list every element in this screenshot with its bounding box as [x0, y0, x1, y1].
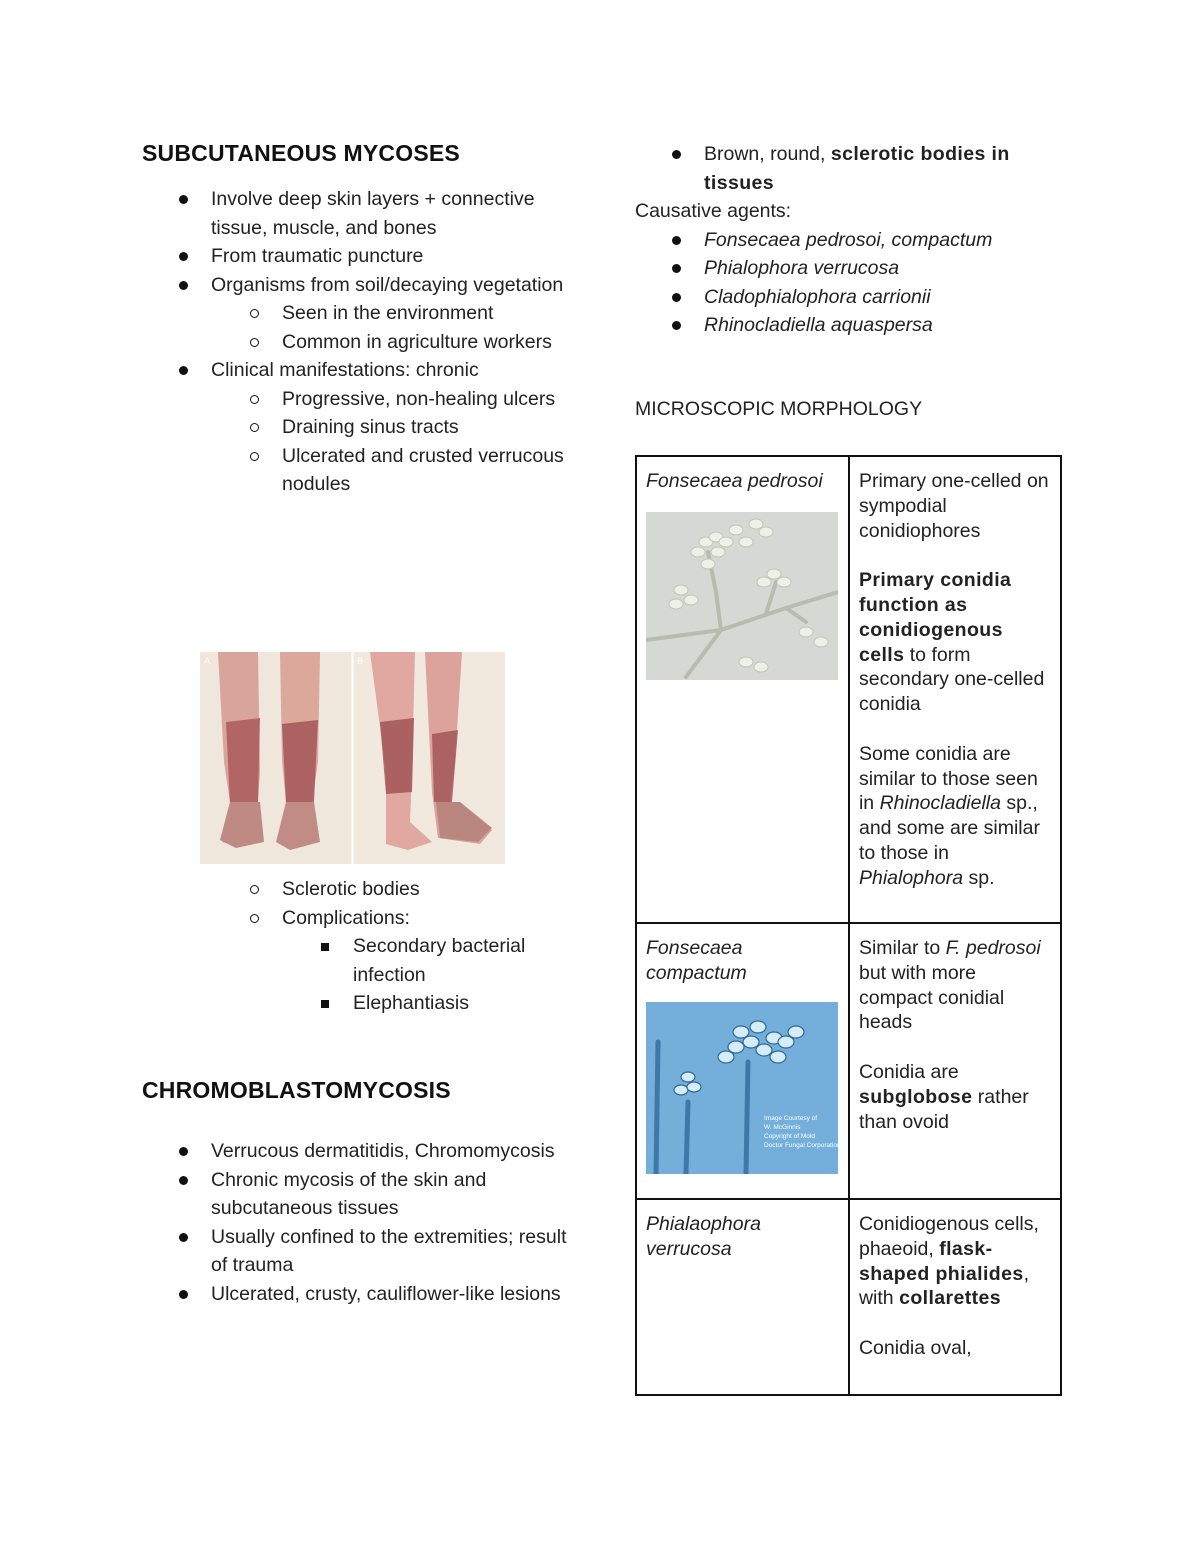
sub-sub-list-item: Elephantiasis: [142, 989, 582, 1018]
photo-label-a: A: [204, 656, 211, 666]
bullet-ring-icon: [250, 338, 259, 347]
table-cell-description: Similar to F. pedrosoi but with more compact conidial heads Conidia are subglobose rather than ovoid: [849, 923, 1061, 1199]
list-item: Rhinocladiella aquaspersa: [635, 311, 1065, 340]
list-item: Chronic mycosis of the skin and subcutaneous tissues: [142, 1166, 582, 1223]
bullet-dot-icon: [179, 1147, 188, 1156]
micrograph-fonsecaea-pedrosoi: [646, 512, 838, 680]
bullet-ring-icon: [250, 452, 259, 461]
morphology-title: MICROSCOPIC MORPHOLOGY: [635, 398, 923, 420]
bullet-ring-icon: [250, 914, 259, 923]
bullet-dot-icon: [179, 1290, 188, 1299]
morphology-table: [635, 455, 1062, 1396]
sub-sub-list-item: Secondary bacterial infection: [142, 932, 582, 989]
bullet-dot-icon: [179, 252, 188, 261]
micrograph-caption: Image Courtesy of W. McGinnis Copyright of Mold Doctor Fungal Corporation: [764, 1114, 838, 1149]
sub-list-item: Common in agriculture workers: [142, 328, 582, 357]
micrograph-fonsecaea-compactum: [646, 1002, 838, 1174]
bullet-ring-icon: [250, 423, 259, 432]
sub-list-item: Seen in the environment: [142, 299, 582, 328]
bullet-ring-icon: [250, 309, 259, 318]
bullet-dot-icon: [179, 1233, 188, 1242]
table-cell-name: [636, 1199, 849, 1395]
list-item: Fonsecaea pedrosoi, compactum: [635, 226, 1065, 255]
species-name: Phialaophora verrucosa: [646, 1213, 761, 1260]
sub-list-item: Complications:: [142, 904, 582, 933]
section-title-subcutaneous: SUBCUTANEOUS MYCOSES: [142, 140, 460, 166]
subcutaneous-list: [142, 185, 582, 499]
bullet-square-icon: [321, 1000, 329, 1008]
species-name: Fonsecaea pedrosoi: [646, 470, 823, 492]
bullet-dot-icon: [179, 1176, 188, 1185]
bullet-ring-icon: [250, 395, 259, 404]
list-item: Brown, round, sclerotic bodies in tissues: [635, 140, 1065, 197]
bullet-dot-icon: [672, 293, 681, 302]
list-item: Ulcerated, crusty, cauliflower-like lesions: [142, 1280, 582, 1309]
photo-label-b: B: [357, 656, 364, 666]
table-cell-description: Conidiogenous cells, phaeoid, flask-shaped phialides, with collarettes Conidia oval,: [849, 1199, 1061, 1395]
sub-list-item: Sclerotic bodies: [142, 875, 582, 904]
table-row: [636, 923, 1061, 1199]
bullet-dot-icon: [179, 366, 188, 375]
section-title-chromoblastomycosis: CHROMOBLASTOMYCOSIS: [142, 1077, 451, 1103]
sub-list-item: Draining sinus tracts: [142, 413, 582, 442]
bullet-dot-icon: [179, 195, 188, 204]
bullet-square-icon: [321, 943, 329, 951]
list-item: Phialophora verrucosa: [635, 254, 1065, 283]
table-row: [636, 456, 1061, 923]
list-item: Involve deep skin layers + connective tissue, muscle, and bones: [142, 185, 582, 242]
sub-list-item: Progressive, non-healing ulcers: [142, 385, 582, 414]
agents-label: Causative agents:: [635, 200, 792, 222]
table-cell-name: [636, 923, 849, 1199]
bullet-dot-icon: [672, 236, 681, 245]
table-cell-name: [636, 456, 849, 923]
left-column: [142, 140, 582, 1305]
bullet-dot-icon: [672, 150, 681, 159]
table-cell-description: Primary one-celled on sympodial conidiophores Primary conidia function as conidiogenous cells to form secondary one-celled conidia Some conidia are similar to those seen in Rhinocladiella sp., and some are similar to those in Phialophora sp.: [849, 456, 1061, 923]
chromoblastomycosis-list: [142, 1137, 582, 1308]
list-item: Cladophialophora carrionii: [635, 283, 1065, 312]
list-item: Clinical manifestations: chronic: [142, 356, 582, 385]
list-item: Usually confined to the extremities; result of trauma: [142, 1223, 582, 1280]
right-column: [635, 140, 1065, 420]
list-item: From traumatic puncture: [142, 242, 582, 271]
bullet-ring-icon: [250, 885, 259, 894]
bullet-dot-icon: [179, 281, 188, 290]
list-item: Verrucous dermatitidis, Chromomycosis: [142, 1137, 582, 1166]
sclerotic-list: [635, 140, 1065, 197]
subcutaneous-list-continued: [142, 875, 582, 1018]
bullet-dot-icon: [672, 321, 681, 330]
clinical-photo-legs: [200, 652, 505, 864]
agents-list: [635, 226, 1065, 340]
sub-list-item: Ulcerated and crusted verrucous nodules: [142, 442, 582, 499]
bullet-dot-icon: [672, 264, 681, 273]
species-name: Fonsecaea compactum: [646, 937, 747, 984]
table-row: [636, 1199, 1061, 1395]
list-item: Organisms from soil/decaying vegetation: [142, 271, 582, 300]
